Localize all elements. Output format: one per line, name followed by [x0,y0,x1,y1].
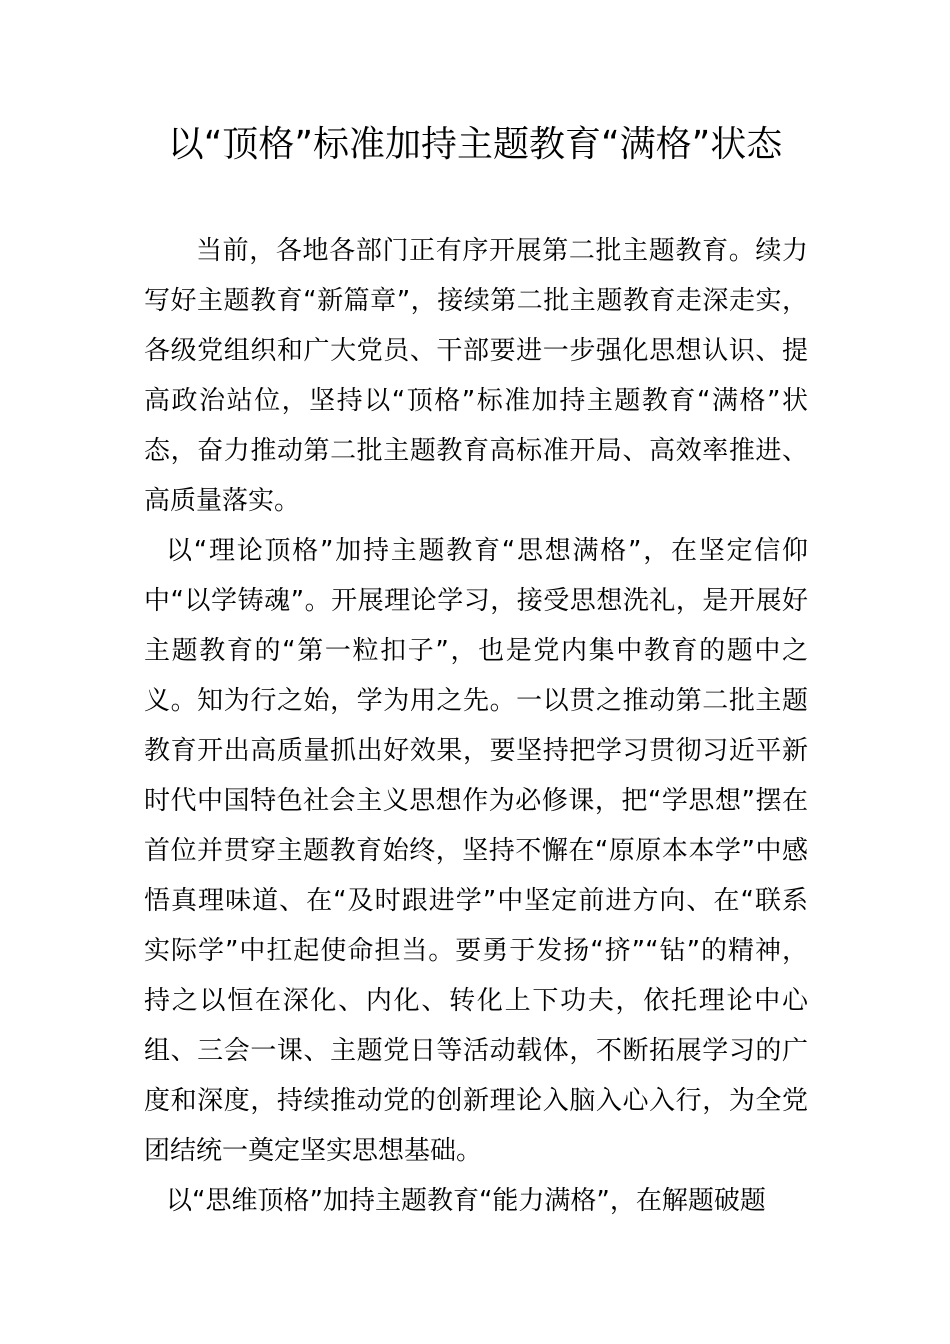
paragraph-intro: 当前，各地各部门正有序开展第二批主题教育。续力写好主题教育“新篇章”，接续第二批主题教育走深走实，各级党组织和广大党员、干部要进一步强化思想认识、提高政治站位，坚持以“顶格”标准加持主题教育“满格”状态，奋力推动第二批主题教育高标准开局、高效率推进、高质量落实。 [144,236,808,516]
document-title: 以“顶格”标准加持主题教育“满格”状态 [167,124,783,165]
paragraph-thinking: 以“思维顶格”加持主题教育“能力满格”，在解题破题 [166,1186,766,1216]
document-body [144,226,808,1226]
paragraph-theory: 以“理论顶格”加持主题教育“思想满格”，在坚定信仰中“以学铸魂”。开展理论学习，接受思想洗礼，是开展好主题教育的“第一粒扣子”，也是党内集中教育的题中之义。知为行之始，学为用之先。一以贯之推动第二批主题教育开出高质量抓出好效果，要坚持把学习贯彻习近平新时代中国特色社会主义思想作为必修课，把“学思想”摆在首位并贯穿主题教育始终，坚持不懈在“原原本本学”中感悟真理味道、在“及时跟进学”中坚定前进方向、在“联系实际学”中扛起使命担当。要勇于发扬“挤”“钻”的精神，持之以恒在深化、内化、转化上下功夫，依托理论中心组、三会一课、主题党日等活动载体，不断拓展学习的广度和深度，持续推动党的创新理论入脑入心入行，为全党团结统一奠定坚实思想基础。 [144,536,808,1166]
